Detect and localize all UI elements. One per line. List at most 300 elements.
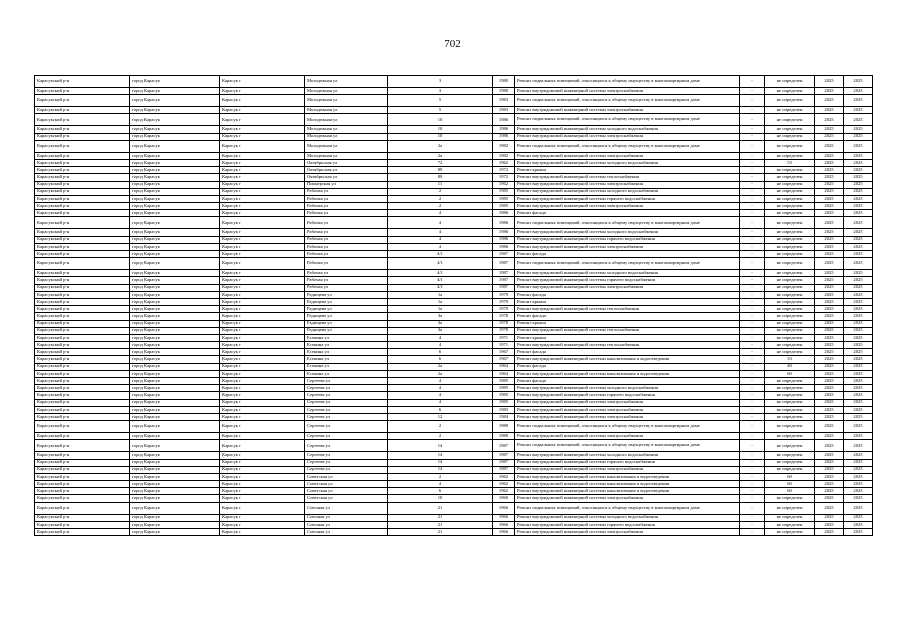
cell-year-end: 2025 bbox=[844, 481, 873, 488]
cell-year-end: 2025 bbox=[844, 258, 873, 270]
cell-locality: Карасук г bbox=[220, 349, 305, 356]
cell-work-type: Ремонт внутридомовой инженерной системы холодного водоснабжения bbox=[515, 159, 740, 166]
table-row bbox=[35, 298, 873, 305]
table-row bbox=[35, 342, 873, 349]
cell-year: 1986 bbox=[493, 217, 515, 229]
cell-settlement: город Карасук bbox=[130, 217, 220, 229]
cell-district: Карасукский р-н bbox=[35, 195, 130, 202]
cell-district: Карасукский р-н bbox=[35, 514, 130, 521]
cell-street: Рабочая ул bbox=[305, 277, 388, 284]
cell-house: 10 bbox=[388, 495, 493, 502]
cell-street: Молодежная ул bbox=[305, 133, 388, 140]
cell-work-type: Ремонт фасада bbox=[515, 313, 740, 320]
table-row bbox=[35, 514, 873, 521]
cell-year-end: 2025 bbox=[844, 392, 873, 399]
cell-house: 4/1 bbox=[388, 284, 493, 291]
cell-dash: - bbox=[740, 495, 765, 502]
table-row bbox=[35, 481, 873, 488]
cell-work-type: Ремонт внутридомовой инженерной системы канализования и водоотведения bbox=[515, 481, 740, 488]
cell-year-start: 2025 bbox=[815, 488, 844, 495]
cell-locality: Карасук г bbox=[220, 107, 305, 114]
cell-house: 14 bbox=[388, 466, 493, 473]
cell-year-end: 2025 bbox=[844, 291, 873, 298]
cell-settlement: город Карасук bbox=[130, 126, 220, 133]
cell-house: 89 bbox=[388, 174, 493, 181]
cell-year: 1962 bbox=[493, 488, 515, 495]
cell-locality: Карасук г bbox=[220, 433, 305, 440]
cell-year-end: 2025 bbox=[844, 210, 873, 217]
cell-year-end: 2025 bbox=[844, 88, 873, 95]
cell-volume: 60 bbox=[765, 473, 815, 480]
cell-street: Есенина ул bbox=[305, 342, 388, 349]
table-row bbox=[35, 251, 873, 258]
cell-locality: Карасук г bbox=[220, 181, 305, 188]
cell-year-start: 2025 bbox=[815, 481, 844, 488]
cell-year-end: 2025 bbox=[844, 313, 873, 320]
cell-street: Есенина ул bbox=[305, 334, 388, 341]
cell-year: 1987 bbox=[493, 284, 515, 291]
cell-volume: 53 bbox=[765, 356, 815, 363]
cell-locality: Карасук г bbox=[220, 488, 305, 495]
cell-volume: 60 bbox=[765, 370, 815, 377]
cell-locality: Карасук г bbox=[220, 277, 305, 284]
cell-street: Есенина ул bbox=[305, 356, 388, 363]
cell-year-end: 2025 bbox=[844, 327, 873, 334]
cell-locality: Карасук г bbox=[220, 440, 305, 452]
cell-district: Карасукский р-н bbox=[35, 306, 130, 313]
cell-street: Сергеева ул bbox=[305, 406, 388, 413]
table-row bbox=[35, 306, 873, 313]
cell-dash: - bbox=[740, 370, 765, 377]
cell-locality: Карасук г bbox=[220, 529, 305, 536]
cell-work-type: Ремонт крыши bbox=[515, 167, 740, 174]
cell-year-start: 2025 bbox=[815, 251, 844, 258]
cell-year-start: 2025 bbox=[815, 76, 844, 88]
cell-district: Карасукский р-н bbox=[35, 114, 130, 126]
cell-year: 1979 bbox=[493, 306, 515, 313]
cell-district: Карасукский р-н bbox=[35, 399, 130, 406]
cell-work-type: Ремонт внутридомовой инженерной системы горячего водоснабжения bbox=[515, 392, 740, 399]
table-row bbox=[35, 258, 873, 270]
cell-locality: Карасук г bbox=[220, 174, 305, 181]
cell-year: 1987 bbox=[493, 440, 515, 452]
page-number: 702 bbox=[444, 38, 461, 50]
cell-house: 4 bbox=[388, 236, 493, 243]
cell-year-end: 2025 bbox=[844, 459, 873, 466]
cell-year-start: 2025 bbox=[815, 385, 844, 392]
cell-work-type: Ремонт внутридомовой инженерной системы электроснабжения bbox=[515, 107, 740, 114]
table-row bbox=[35, 133, 873, 140]
cell-settlement: город Карасук bbox=[130, 140, 220, 152]
cell-year-end: 2025 bbox=[844, 284, 873, 291]
cell-district: Карасукский р-н bbox=[35, 126, 130, 133]
cell-work-type: Ремонт внутридомовой инженерной системы холодного водоснабжения bbox=[515, 385, 740, 392]
cell-year: 1962 bbox=[493, 159, 515, 166]
cell-year: 1985 bbox=[493, 392, 515, 399]
cell-dash: - bbox=[740, 251, 765, 258]
cell-volume: не определен bbox=[765, 306, 815, 313]
cell-year-start: 2025 bbox=[815, 258, 844, 270]
cell-work-type: Ремонт внутридомовой инженерной системы канализования и водоотведения bbox=[515, 370, 740, 377]
cell-street: Союзная ул bbox=[305, 502, 388, 514]
cell-locality: Карасук г bbox=[220, 76, 305, 88]
cell-volume: не определен bbox=[765, 521, 815, 528]
cell-year-start: 2025 bbox=[815, 459, 844, 466]
cell-work-type: Ремонт внутридомовой инженерной системы теплоснабжения bbox=[515, 174, 740, 181]
cell-year-end: 2025 bbox=[844, 433, 873, 440]
table-row bbox=[35, 140, 873, 152]
cell-house: 2а bbox=[388, 152, 493, 159]
cell-volume: не определен bbox=[765, 152, 815, 159]
cell-year: 1982 bbox=[493, 152, 515, 159]
cell-street: Сергеева ул bbox=[305, 399, 388, 406]
cell-volume: не определен bbox=[765, 181, 815, 188]
cell-year-start: 2025 bbox=[815, 320, 844, 327]
cell-district: Карасукский р-н bbox=[35, 243, 130, 250]
cell-district: Карасукский р-н bbox=[35, 459, 130, 466]
cell-house: 1а bbox=[388, 291, 493, 298]
cell-street: Радищева ул bbox=[305, 298, 388, 305]
cell-year-start: 2025 bbox=[815, 495, 844, 502]
cell-house: 4 bbox=[388, 243, 493, 250]
cell-year-start: 2025 bbox=[815, 107, 844, 114]
cell-work-type: Ремонт внутридомовой инженерной системы холодного водоснабжения bbox=[515, 270, 740, 277]
cell-street: Советская ул bbox=[305, 488, 388, 495]
cell-district: Карасукский р-н bbox=[35, 270, 130, 277]
cell-street: Рабочая ул bbox=[305, 188, 388, 195]
cell-year-start: 2025 bbox=[815, 203, 844, 210]
cell-year-end: 2025 bbox=[844, 521, 873, 528]
table-row bbox=[35, 203, 873, 210]
cell-locality: Карасук г bbox=[220, 459, 305, 466]
table-row bbox=[35, 195, 873, 202]
cell-district: Карасукский р-н bbox=[35, 488, 130, 495]
table-row bbox=[35, 243, 873, 250]
cell-district: Карасукский р-н bbox=[35, 392, 130, 399]
cell-work-type: Ремонт внутридомовой инженерной системы электроснабжения bbox=[515, 433, 740, 440]
cell-locality: Карасук г bbox=[220, 251, 305, 258]
cell-year-start: 2025 bbox=[815, 529, 844, 536]
cell-year-end: 2025 bbox=[844, 270, 873, 277]
cell-work-type: Ремонт внутридомовой инженерной системы теплоснабжения bbox=[515, 306, 740, 313]
cell-dash: - bbox=[740, 459, 765, 466]
cell-year-start: 2025 bbox=[815, 334, 844, 341]
cell-district: Карасукский р-н bbox=[35, 284, 130, 291]
table-row bbox=[35, 167, 873, 174]
cell-settlement: город Карасук bbox=[130, 167, 220, 174]
cell-settlement: город Карасук bbox=[130, 521, 220, 528]
cell-year-start: 2025 bbox=[815, 378, 844, 385]
cell-district: Карасукский р-н bbox=[35, 140, 130, 152]
cell-work-type: Ремонт внутридомовой инженерной системы холодного водоснабжения bbox=[515, 126, 740, 133]
cell-work-type: Ремонт фасада bbox=[515, 349, 740, 356]
cell-locality: Карасук г bbox=[220, 406, 305, 413]
cell-year: 1966 bbox=[493, 521, 515, 528]
cell-dash: - bbox=[740, 277, 765, 284]
cell-locality: Карасук г bbox=[220, 203, 305, 210]
table-row bbox=[35, 406, 873, 413]
cell-house: 3а bbox=[388, 327, 493, 334]
cell-locality: Карасук г bbox=[220, 473, 305, 480]
cell-settlement: город Карасук bbox=[130, 114, 220, 126]
table-row bbox=[35, 126, 873, 133]
cell-house: 3 bbox=[388, 76, 493, 88]
cell-district: Карасукский р-н bbox=[35, 88, 130, 95]
cell-work-type: Ремонт внутридомовой инженерной системы электроснабжения bbox=[515, 399, 740, 406]
cell-house: 1а bbox=[388, 306, 493, 313]
cell-year: 1964 bbox=[493, 363, 515, 370]
cell-dash: - bbox=[740, 421, 765, 433]
cell-settlement: город Карасук bbox=[130, 313, 220, 320]
cell-dash: - bbox=[740, 320, 765, 327]
cell-locality: Карасук г bbox=[220, 114, 305, 126]
cell-year: 1987 bbox=[493, 452, 515, 459]
cell-locality: Карасук г bbox=[220, 126, 305, 133]
cell-work-type: Ремонт подвальных помещений, относящихся к общему имуществу в многоквартирном доме bbox=[515, 258, 740, 270]
cell-district: Карасукский р-н bbox=[35, 481, 130, 488]
cell-volume: не определен bbox=[765, 378, 815, 385]
cell-work-type: Ремонт внутридомовой инженерной системы теплоснабжения bbox=[515, 342, 740, 349]
cell-house: 21 bbox=[388, 502, 493, 514]
cell-dash: - bbox=[740, 306, 765, 313]
cell-house: 3а bbox=[388, 320, 493, 327]
table-row bbox=[35, 217, 873, 229]
cell-locality: Карасук г bbox=[220, 363, 305, 370]
cell-district: Карасукский р-н bbox=[35, 277, 130, 284]
cell-work-type: Ремонт внутридомовой инженерной системы канализования и водоотведения bbox=[515, 473, 740, 480]
cell-house: 4 bbox=[388, 342, 493, 349]
cell-house: 4 bbox=[388, 210, 493, 217]
cell-house: 4/1 bbox=[388, 251, 493, 258]
cell-district: Карасукский р-н bbox=[35, 421, 130, 433]
cell-locality: Карасук г bbox=[220, 342, 305, 349]
cell-year: 1964 bbox=[493, 370, 515, 377]
cell-dash: - bbox=[740, 107, 765, 114]
cell-dash: - bbox=[740, 334, 765, 341]
cell-work-type: Ремонт внутридомовой инженерной системы электроснабжения bbox=[515, 133, 740, 140]
cell-year: 1986 bbox=[493, 243, 515, 250]
cell-dash: - bbox=[740, 521, 765, 528]
cell-settlement: город Карасук bbox=[130, 284, 220, 291]
cell-district: Карасукский р-н bbox=[35, 413, 130, 420]
cell-volume: не определен bbox=[765, 167, 815, 174]
cell-volume: не определен bbox=[765, 217, 815, 229]
cell-house: 4/1 bbox=[388, 277, 493, 284]
cell-year-start: 2025 bbox=[815, 126, 844, 133]
cell-year-end: 2025 bbox=[844, 385, 873, 392]
cell-volume: не определен bbox=[765, 88, 815, 95]
cell-locality: Карасук г bbox=[220, 327, 305, 334]
cell-district: Карасукский р-н bbox=[35, 334, 130, 341]
cell-district: Карасукский р-н bbox=[35, 210, 130, 217]
cell-house: 4/1 bbox=[388, 258, 493, 270]
cell-dash: - bbox=[740, 356, 765, 363]
cell-volume: не определен bbox=[765, 174, 815, 181]
cell-street: Радищева ул bbox=[305, 291, 388, 298]
cell-year-start: 2025 bbox=[815, 392, 844, 399]
cell-house: 12 bbox=[388, 413, 493, 420]
table-row bbox=[35, 107, 873, 114]
cell-dash: - bbox=[740, 406, 765, 413]
cell-work-type: Ремонт внутридомовой инженерной системы электроснабжения bbox=[515, 495, 740, 502]
cell-year-start: 2025 bbox=[815, 298, 844, 305]
cell-year: 1983 bbox=[493, 107, 515, 114]
cell-dash: - bbox=[740, 514, 765, 521]
cell-year-start: 2025 bbox=[815, 473, 844, 480]
table-row bbox=[35, 313, 873, 320]
cell-year-end: 2025 bbox=[844, 334, 873, 341]
cell-locality: Карасук г bbox=[220, 270, 305, 277]
cell-settlement: город Карасук bbox=[130, 320, 220, 327]
table-row bbox=[35, 399, 873, 406]
cell-street: Сергеева ул bbox=[305, 466, 388, 473]
cell-district: Карасукский р-н bbox=[35, 188, 130, 195]
cell-year: 1985 bbox=[493, 378, 515, 385]
cell-settlement: город Карасук bbox=[130, 88, 220, 95]
cell-volume: не определен bbox=[765, 334, 815, 341]
cell-year-start: 2025 bbox=[815, 313, 844, 320]
cell-dash: - bbox=[740, 270, 765, 277]
table-row bbox=[35, 356, 873, 363]
cell-work-type: Ремонт подвальных помещений, относящихся к общему имуществу в многоквартирном доме bbox=[515, 502, 740, 514]
cell-volume: не определен bbox=[765, 284, 815, 291]
cell-volume: не определен bbox=[765, 342, 815, 349]
cell-year-end: 2025 bbox=[844, 320, 873, 327]
cell-street: Рабочая ул bbox=[305, 229, 388, 236]
cell-locality: Карасук г bbox=[220, 399, 305, 406]
cell-district: Карасукский р-н bbox=[35, 385, 130, 392]
cell-year-start: 2025 bbox=[815, 195, 844, 202]
cell-year: 1962 bbox=[493, 481, 515, 488]
cell-locality: Карасук г bbox=[220, 452, 305, 459]
cell-work-type: Ремонт крыши bbox=[515, 334, 740, 341]
cell-year-start: 2025 bbox=[815, 133, 844, 140]
cell-year-start: 2025 bbox=[815, 243, 844, 250]
cell-street: Сергеева ул bbox=[305, 421, 388, 433]
cell-year-start: 2025 bbox=[815, 277, 844, 284]
cell-district: Карасукский р-н bbox=[35, 406, 130, 413]
cell-house: 4 bbox=[388, 217, 493, 229]
cell-year: 1980 bbox=[493, 421, 515, 433]
cell-year: 1986 bbox=[493, 210, 515, 217]
cell-year: 1984 bbox=[493, 413, 515, 420]
cell-volume: не определен bbox=[765, 392, 815, 399]
cell-year-end: 2025 bbox=[844, 298, 873, 305]
cell-dash: - bbox=[740, 433, 765, 440]
cell-dash: - bbox=[740, 236, 765, 243]
table-row bbox=[35, 174, 873, 181]
cell-dash: - bbox=[740, 284, 765, 291]
cell-district: Карасукский р-н bbox=[35, 440, 130, 452]
cell-house: 4 bbox=[388, 378, 493, 385]
cell-house: 6 bbox=[388, 488, 493, 495]
cell-dash: - bbox=[740, 203, 765, 210]
cell-settlement: город Карасук bbox=[130, 188, 220, 195]
cell-year-start: 2025 bbox=[815, 452, 844, 459]
cell-house: 4 bbox=[388, 481, 493, 488]
cell-district: Карасукский р-н bbox=[35, 181, 130, 188]
cell-year-start: 2025 bbox=[815, 370, 844, 377]
cell-year-end: 2025 bbox=[844, 217, 873, 229]
cell-year-end: 2025 bbox=[844, 342, 873, 349]
cell-district: Карасукский р-н bbox=[35, 327, 130, 334]
cell-dash: - bbox=[740, 126, 765, 133]
cell-house: 5 bbox=[388, 95, 493, 107]
table-row bbox=[35, 363, 873, 370]
cell-dash: - bbox=[740, 385, 765, 392]
table-row bbox=[35, 188, 873, 195]
cell-work-type: Ремонт внутридомовой инженерной системы канализования и водоотведения bbox=[515, 488, 740, 495]
cell-street: Сергеева ул bbox=[305, 385, 388, 392]
cell-year-start: 2025 bbox=[815, 327, 844, 334]
cell-district: Карасукский р-н bbox=[35, 107, 130, 114]
cell-volume: не определен bbox=[765, 514, 815, 521]
cell-year-end: 2025 bbox=[844, 126, 873, 133]
cell-settlement: город Карасук bbox=[130, 95, 220, 107]
cell-dash: - bbox=[740, 466, 765, 473]
cell-dash: - bbox=[740, 76, 765, 88]
table-row bbox=[35, 392, 873, 399]
cell-dash: - bbox=[740, 291, 765, 298]
table-row bbox=[35, 159, 873, 166]
cell-year-start: 2025 bbox=[815, 229, 844, 236]
cell-locality: Карасук г bbox=[220, 188, 305, 195]
cell-street: Рабочая ул bbox=[305, 284, 388, 291]
cell-work-type: Ремонт внутридомовой инженерной системы горячего водоснабжения bbox=[515, 195, 740, 202]
cell-district: Карасукский р-н bbox=[35, 152, 130, 159]
cell-street: Октябрьская ул bbox=[305, 167, 388, 174]
cell-year-end: 2025 bbox=[844, 421, 873, 433]
cell-volume: не определен bbox=[765, 320, 815, 327]
cell-dash: - bbox=[740, 188, 765, 195]
cell-house: 2 bbox=[388, 203, 493, 210]
cell-locality: Карасук г bbox=[220, 313, 305, 320]
cell-dash: - bbox=[740, 363, 765, 370]
cell-dash: - bbox=[740, 298, 765, 305]
cell-work-type: Ремонт внутридомовой инженерной системы горячего водоснабжения bbox=[515, 521, 740, 528]
cell-settlement: город Карасук bbox=[130, 433, 220, 440]
cell-dash: - bbox=[740, 88, 765, 95]
cell-district: Карасукский р-н bbox=[35, 363, 130, 370]
cell-street: Союзная ул bbox=[305, 514, 388, 521]
cell-settlement: город Карасук bbox=[130, 488, 220, 495]
cell-year: 1980 bbox=[493, 88, 515, 95]
cell-district: Карасукский р-н bbox=[35, 298, 130, 305]
cell-year-end: 2025 bbox=[844, 466, 873, 473]
cell-street: Сергеева ул bbox=[305, 440, 388, 452]
cell-volume: не определен bbox=[765, 277, 815, 284]
cell-year-start: 2025 bbox=[815, 181, 844, 188]
cell-year: 1982 bbox=[493, 140, 515, 152]
cell-volume: не определен bbox=[765, 452, 815, 459]
cell-work-type: Ремонт подвальных помещений, относящихся к общему имуществу в многоквартирном доме bbox=[515, 217, 740, 229]
cell-locality: Карасук г bbox=[220, 385, 305, 392]
table-row bbox=[35, 320, 873, 327]
cell-district: Карасукский р-н bbox=[35, 356, 130, 363]
cell-volume: не определен bbox=[765, 385, 815, 392]
cell-settlement: город Карасук bbox=[130, 378, 220, 385]
cell-volume: 60 bbox=[765, 488, 815, 495]
cell-work-type: Ремонт внутридомовой инженерной системы холодного водоснабжения bbox=[515, 514, 740, 521]
cell-settlement: город Карасук bbox=[130, 392, 220, 399]
cell-year: 1987 bbox=[493, 466, 515, 473]
cell-street: Есенина ул bbox=[305, 363, 388, 370]
cell-year: 1962 bbox=[493, 181, 515, 188]
cell-year-start: 2025 bbox=[815, 236, 844, 243]
cell-year-start: 2025 bbox=[815, 291, 844, 298]
cell-year: 1972 bbox=[493, 174, 515, 181]
cell-street: Радищева ул bbox=[305, 327, 388, 334]
